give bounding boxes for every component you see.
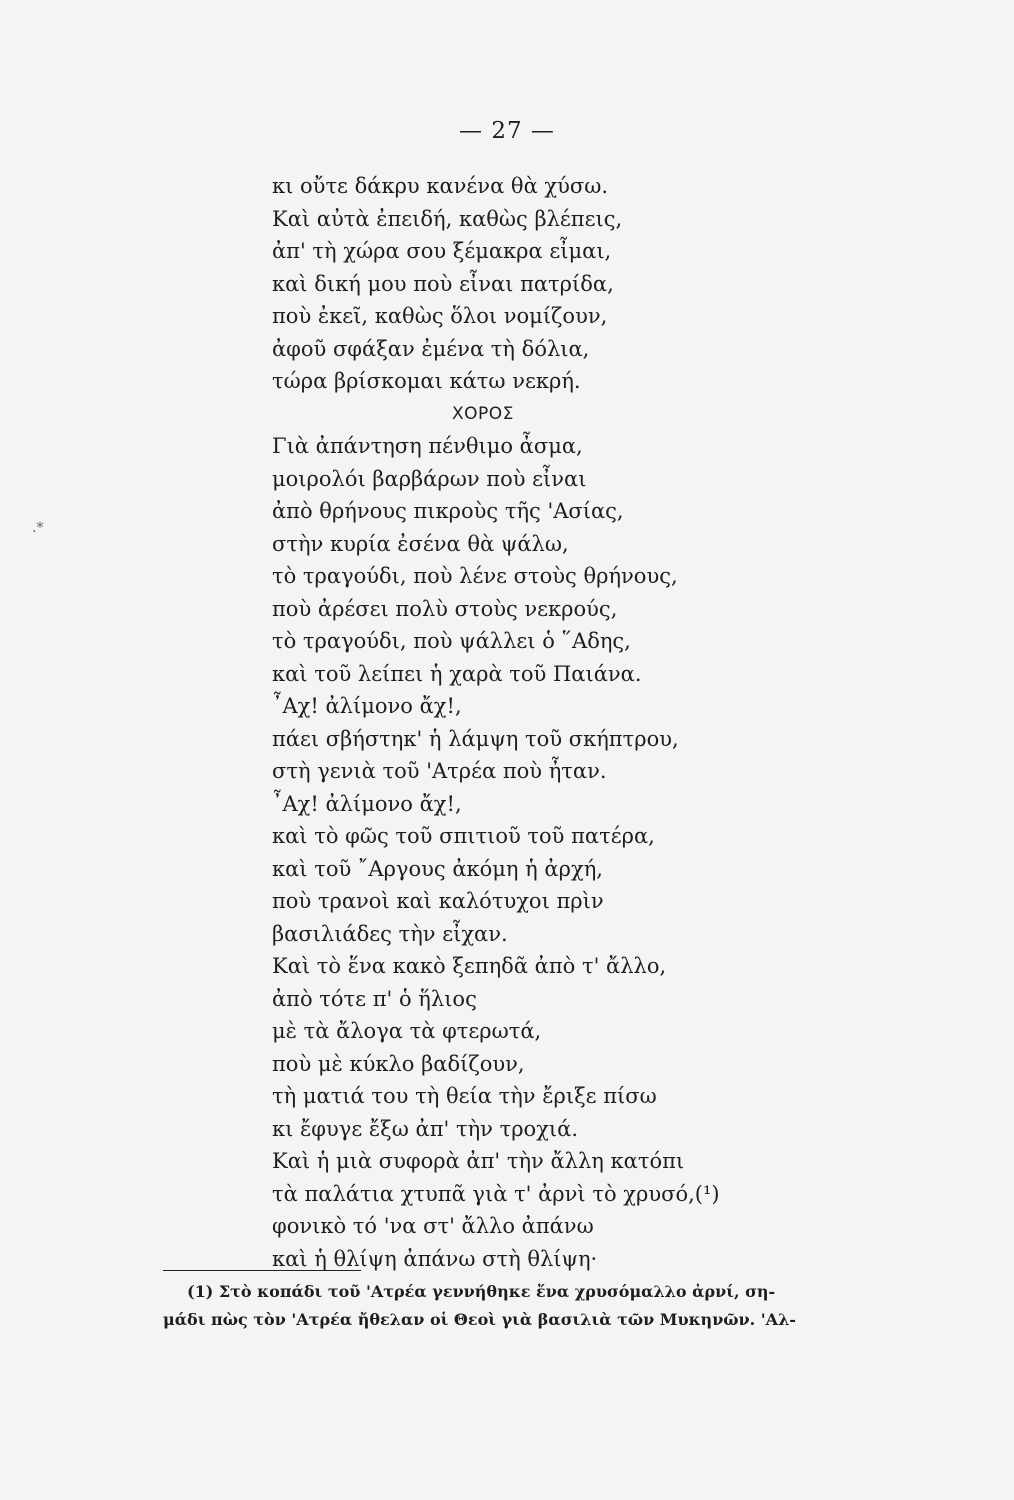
poem-line: στὴ γενιὰ τοῦ 'Ατρέα ποὺ ἦταν. xyxy=(272,759,607,783)
poem-line: μοιρολόι βαρβάρων ποὺ εἶναι xyxy=(272,466,587,491)
poem-line: καὶ δική μου ποὺ εἶναι πατρίδα, xyxy=(272,271,614,296)
poem-line: τὸ τραγούδι, ποὺ ψάλλει ὁ ῞Αδης, xyxy=(272,629,631,653)
poem-line: κι ἔφυγε ἔξω ἀπ' τὴν τροχιά. xyxy=(272,1116,579,1141)
poem-line: τὴ ματιά του τὴ θεία τὴν ἔριξε πίσω xyxy=(272,1084,657,1108)
poem-line: καὶ τοῦ λείπει ἡ χαρὰ τοῦ Παιάνα. xyxy=(272,661,642,686)
poem-line: καὶ ἡ θλίψη ἀπάνω στὴ θλίψη· xyxy=(272,1246,598,1271)
poem-line: φονικὸ τό 'να στ' ἄλλο ἀπάνω xyxy=(272,1214,594,1238)
poem-line: ῏Αχ! ἀλίμονο ἄχ!, xyxy=(272,694,462,718)
poem-line: καὶ τὸ φῶς τοῦ σπιτιοῦ τοῦ πατέρα, xyxy=(272,824,655,848)
poem-line: ποὺ ἀρέσει πολὺ στοὺς νεκρούς, xyxy=(272,596,618,621)
footnote-line: (1) Στὸ κοπάδι τοῦ 'Ατρέα γεννήθηκε ἕνα χρυσόμαλλο ἀρνί, ση- xyxy=(187,1282,776,1301)
poem-line: βασιλιάδες τὴν εἶχαν. xyxy=(272,921,508,946)
poem-line: ποὺ ἐκεῖ, καθὼς ὅλοι νομίζουν, xyxy=(272,304,608,328)
poem-line: ἀπ' τὴ χώρα σου ξέμακρα εἶμαι, xyxy=(272,239,612,263)
footnote-line: μάδι πὼς τὸν 'Ατρέα ἤθελαν οἱ Θεοὶ γιὰ βασιλιὰ τῶν Μυκηνῶν. 'Αλ- xyxy=(163,1310,796,1329)
poem-line: τὸ τραγούδι, ποὺ λένε στοὺς θρήνους, xyxy=(272,564,678,588)
poem-line: τὰ παλάτια χτυπᾶ γιὰ τ' ἀρνὶ τὸ χρυσό,(¹) xyxy=(272,1181,720,1206)
poem-line: ποὺ τρανοὶ καὶ καλότυχοι πρὶν xyxy=(272,889,604,913)
chorus-heading: ΧΟΡΟΣ xyxy=(452,403,514,424)
footnote xyxy=(163,1278,863,1334)
poem-line: τώρα βρίσκομαι κάτω νεκρή. xyxy=(272,369,581,393)
poem-line: ἀπὸ θρήνους πικροὺς τῆς 'Ασίας, xyxy=(272,499,624,523)
poem-line: Καὶ αὐτὰ ἐπειδή, καθὼς βλέπεις, xyxy=(272,206,623,231)
poem-line: ἀπὸ τότε π' ὁ ἥλιος xyxy=(272,986,477,1011)
footnote-divider xyxy=(163,1270,361,1271)
poem-line: Καὶ τὸ ἕνα κακὸ ξεπηδᾶ ἀπὸ τ' ἄλλο, xyxy=(272,954,667,978)
poem-line: καὶ τοῦ ῎Αργους ἀκόμη ἡ ἀρχή, xyxy=(272,856,603,881)
poem-line: μὲ τὰ ἄλογα τὰ φτερωτά, xyxy=(272,1019,542,1043)
poem-line: Καὶ ἡ μιὰ συφορὰ ἀπ' τὴν ἄλλη κατόπι xyxy=(272,1149,685,1173)
poem-line: πάει σβήστηκ' ἡ λάμψη τοῦ σκήπτρου, xyxy=(272,726,679,751)
poem-line: Γιὰ ἀπάντηση πένθιμο ἆσμα, xyxy=(272,434,583,458)
poem-line: ποὺ μὲ κύκλο βαδίζουν, xyxy=(272,1051,525,1076)
poem-line: κι οὔτε δάκρυ κανένα θὰ χύσω. xyxy=(272,174,609,198)
poem-line: ῏Αχ! ἀλίμονο ἄχ!, xyxy=(272,791,462,816)
margin-mark: .* xyxy=(32,520,44,536)
poem-line: ἀφοῦ σφάξαν ἐμένα τὴ δόλια, xyxy=(272,336,590,361)
poem-line: στὴν κυρία ἐσένα θὰ ψάλω, xyxy=(272,531,569,556)
page-number: — 27 — xyxy=(459,118,555,144)
poem-text xyxy=(272,170,720,1275)
